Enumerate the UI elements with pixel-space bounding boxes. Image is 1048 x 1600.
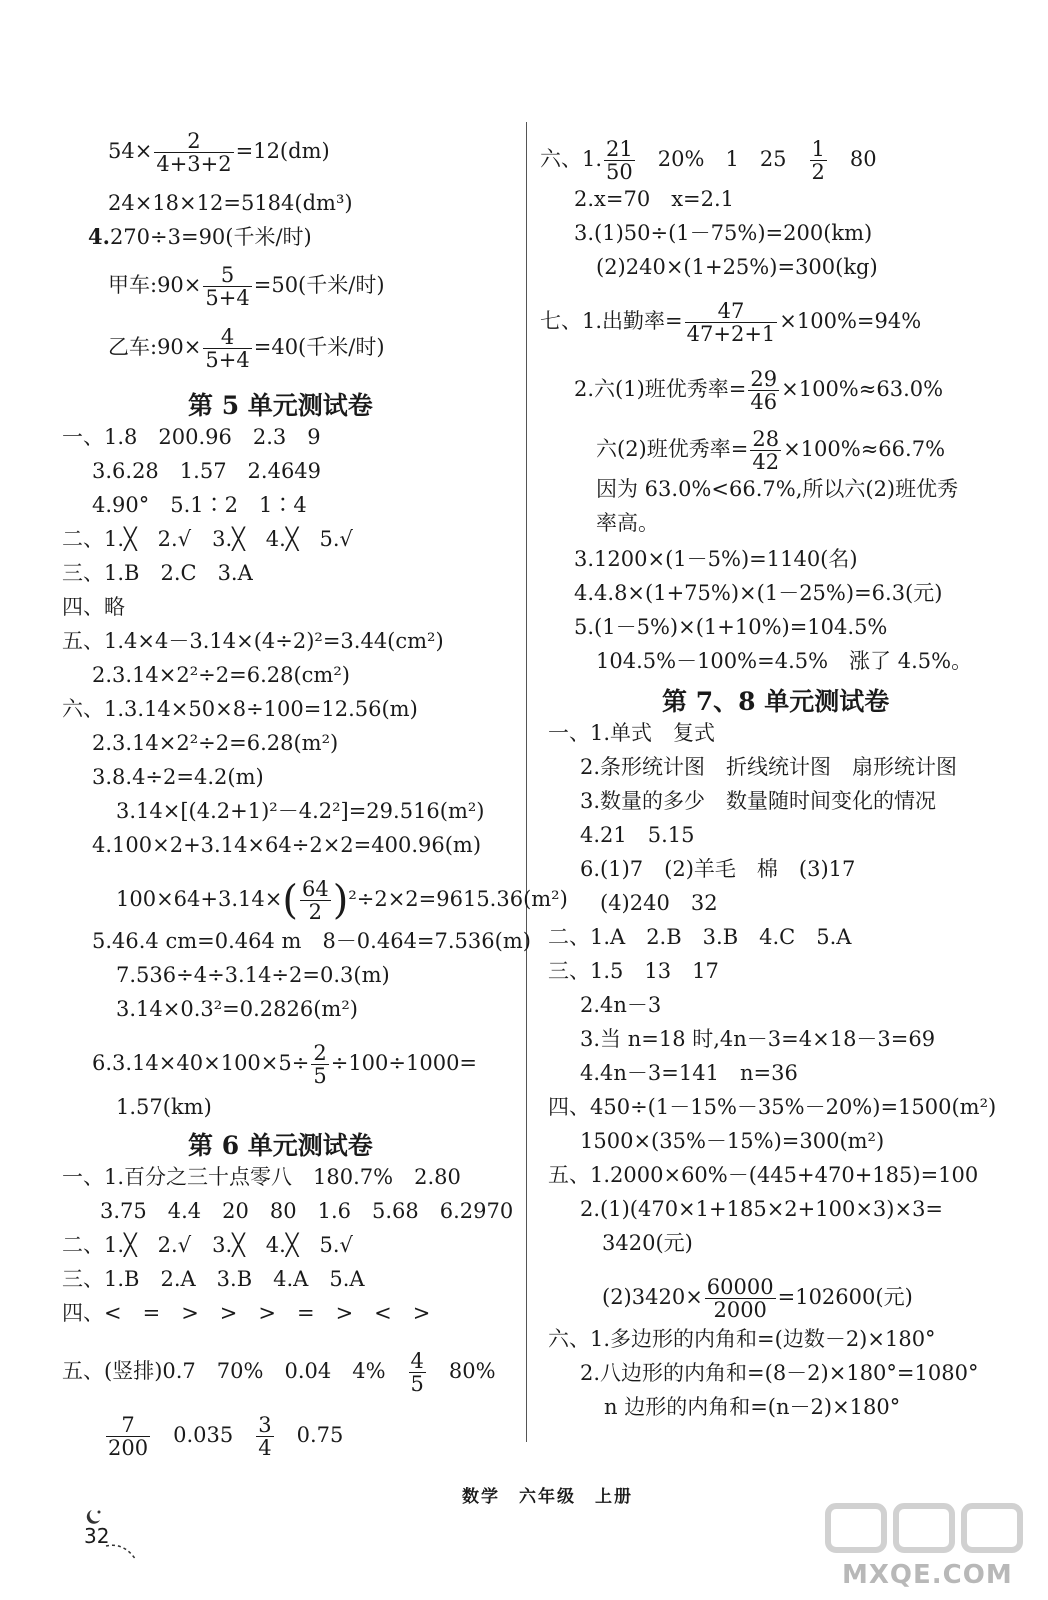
answer-line xyxy=(574,368,943,413)
answer-line xyxy=(88,224,312,250)
denominator: 5+4 xyxy=(205,348,250,372)
text: 0.75 xyxy=(275,1423,344,1447)
denominator: 50 xyxy=(606,160,633,184)
answer-line: 3.数量的多少 数量随时间变化的情况 xyxy=(580,789,937,813)
text: 五、(竖排)0.7 70% 0.04 4% xyxy=(62,1359,407,1383)
answer-line xyxy=(540,138,877,183)
fraction xyxy=(300,878,331,923)
answer-line xyxy=(108,264,385,309)
answer-line: 3.当 n=18 时,4n－3=4×18－3=69 xyxy=(580,1027,936,1051)
text: =40(千米/时) xyxy=(253,335,385,359)
answer-line: 104.5%－100%=4.5% 涨了 4.5%。 xyxy=(596,649,973,673)
answer-line xyxy=(116,878,568,923)
text: 80 xyxy=(828,147,877,171)
answer-line: 4.90° 5.1∶2 1∶4 xyxy=(92,493,307,517)
answer-line: 3.6.28 1.57 2.4649 xyxy=(92,459,322,483)
section-heading-unit78: 第 7、8 单元测试卷 xyxy=(662,687,890,716)
answer-line: 2.3.14×2²÷2=6.28(cm²) xyxy=(92,663,350,687)
answer-line: 六、1.3.14×50×8÷100=12.56(m) xyxy=(62,697,418,721)
answer-line: 四、略 xyxy=(62,595,125,619)
answer-line: 一、1.8 200.96 2.3 9 xyxy=(62,425,321,449)
denominator: 2000 xyxy=(705,1298,776,1321)
answer-line: 3420(元) xyxy=(602,1231,693,1255)
numerator: 4 xyxy=(410,1349,424,1373)
answer-line: 4.100×2+3.14×64÷2×2=400.96(m) xyxy=(92,833,482,857)
fraction xyxy=(750,428,781,473)
dashed-swoosh-icon xyxy=(104,1536,140,1564)
paren: ( xyxy=(282,877,298,924)
text: 0.035 xyxy=(152,1423,255,1447)
numerator: 28 xyxy=(752,427,780,451)
answer-line xyxy=(92,1042,477,1087)
numerator: 29 xyxy=(750,367,778,391)
answer-line: 三、1.B 2.C 3.A xyxy=(62,561,253,585)
denominator: 46 xyxy=(750,390,778,414)
fraction xyxy=(604,138,635,183)
answer-line: 3.14×[(4.2+1)²－4.2²]=29.516(m²) xyxy=(116,799,485,823)
column-divider xyxy=(526,122,527,1442)
answer-line: 五、1.2000×60%－(445+470+185)=100 xyxy=(548,1163,979,1187)
answer-line: 四、< = > > > = > < > xyxy=(62,1301,431,1325)
answer-line xyxy=(62,1350,496,1395)
fraction xyxy=(203,326,251,371)
numerator: 60000 xyxy=(706,1275,774,1299)
denominator: 5 xyxy=(410,1372,424,1396)
text: 54× xyxy=(108,139,153,163)
denominator: 200 xyxy=(108,1436,149,1460)
numerator: 5 xyxy=(220,263,235,287)
answer-line: 4.4n－3=141 n=36 xyxy=(580,1061,798,1085)
answer-line: 三、1.5 13 17 xyxy=(548,959,719,983)
text: 20% 1 25 xyxy=(636,147,808,171)
denominator: 2 xyxy=(811,160,825,184)
fraction xyxy=(685,300,778,345)
answer-line: 4.21 5.15 xyxy=(580,823,695,847)
answer-line: 2.3.14×2²÷2=6.28(m²) xyxy=(92,731,339,755)
paren: ) xyxy=(332,877,349,924)
answer-line: 3.(1)50÷(1－75%)=200(km) xyxy=(574,221,873,245)
fraction xyxy=(106,1414,150,1459)
text: 六(2)班优秀率= xyxy=(596,437,749,461)
answer-line xyxy=(104,1414,343,1459)
denominator: 4 xyxy=(258,1436,272,1460)
answer-line: 率高。 xyxy=(596,511,659,535)
text: 2.六(1)班优秀率= xyxy=(574,377,747,401)
denominator: 5+4 xyxy=(205,286,250,310)
text: =102600(元) xyxy=(777,1285,913,1309)
numerator: 2 xyxy=(313,1041,327,1065)
fraction xyxy=(203,264,251,309)
answer-line: 3.8.4÷2=4.2(m) xyxy=(92,765,264,789)
denominator: 4+3+2 xyxy=(156,152,232,176)
answer-line: 因为 63.0%<66.7%,所以六(2)班优秀 xyxy=(596,477,959,501)
text: =12(dm) xyxy=(235,139,330,163)
fraction xyxy=(748,368,779,413)
text: 乙车:90× xyxy=(108,335,202,359)
answer-line: 3.14×0.3²=0.2826(m²) xyxy=(116,997,358,1021)
text: 100×64+3.14× xyxy=(116,887,283,911)
text: (2)3420× xyxy=(602,1285,703,1309)
text: ×100%≈66.7% xyxy=(783,437,946,461)
text: ÷100÷1000= xyxy=(330,1051,478,1075)
fraction xyxy=(810,138,827,183)
denominator: 2 xyxy=(300,900,331,923)
text: 七、1.出勤率= xyxy=(540,309,683,333)
answer-line: 2.(1)(470×1+185×2+100×3)×3= xyxy=(580,1197,944,1221)
answer-line: (2)240×(1+25%)=300(kg) xyxy=(596,255,878,279)
numerator: 4 xyxy=(220,325,235,349)
text: ×100%≈63.0% xyxy=(781,377,944,401)
answer-line: n 边形的内角和=(n－2)×180° xyxy=(604,1395,901,1419)
answer-line xyxy=(108,326,385,371)
text: ²÷2×2=9615.36(m²) xyxy=(348,887,568,911)
numerator: 3 xyxy=(258,1413,272,1437)
text: 六、1. xyxy=(540,147,603,171)
answer-line: 一、1.单式 复式 xyxy=(548,721,716,745)
answer-line: 1500×(35%－15%)=300(m²) xyxy=(580,1129,885,1153)
answer-line: 二、1.╳ 2.√ 3.╳ 4.╳ 5.√ xyxy=(62,1233,353,1257)
text: 270÷3=90(千米/时) xyxy=(109,225,312,249)
denominator: 42 xyxy=(752,450,780,474)
text: =50(千米/时) xyxy=(253,273,385,297)
answer-line: 3.75 4.4 20 80 1.6 5.68 6.2970 xyxy=(100,1199,514,1223)
answer-line: 三、1.B 2.A 3.B 4.A 5.A xyxy=(62,1267,365,1291)
text: 甲车:90× xyxy=(108,273,202,297)
numerator: 7 xyxy=(121,1413,135,1437)
answer-line: 2.条形统计图 折线统计图 扇形统计图 xyxy=(580,755,958,779)
footer-subject: 数学 六年级 上册 xyxy=(462,1487,633,1507)
denominator: 5 xyxy=(313,1064,327,1088)
numerator: 2 xyxy=(187,129,201,153)
answer-line: 二、1.╳ 2.√ 3.╳ 4.╳ 5.√ xyxy=(62,527,353,551)
question-number: 4. xyxy=(88,224,110,249)
numerator: 47 xyxy=(717,299,745,323)
answer-line: 2.八边形的内角和=(8－2)×180°=1080° xyxy=(580,1361,979,1385)
answer-line: 3.1200×(1－5%)=1140(名) xyxy=(574,547,858,571)
moon-logo-icon xyxy=(82,1508,104,1524)
answer-line: 24×18×12=5184(dm³) xyxy=(108,191,353,215)
numerator: 21 xyxy=(606,137,633,161)
page-number: 32 xyxy=(84,1524,110,1548)
fraction xyxy=(154,130,233,175)
answer-line: 2.x=70 x=2.1 xyxy=(574,187,735,211)
answer-line xyxy=(602,1276,913,1321)
answer-line: 1.57(km) xyxy=(116,1095,212,1119)
numerator: 64 xyxy=(301,877,329,901)
answer-line xyxy=(596,428,945,473)
answer-line: 二、1.A 2.B 3.B 4.C 5.A xyxy=(548,925,852,949)
numerator: 1 xyxy=(811,137,825,161)
answer-line: 六、1.多边形的内角和=(边数－2)×180° xyxy=(548,1327,936,1351)
answer-line: 一、1.百分之三十点零八 180.7% 2.80 xyxy=(62,1165,461,1189)
denominator: 47+2+1 xyxy=(686,322,776,346)
answer-line: 4.4.8×(1+75%)×(1－25%)=6.3(元) xyxy=(574,581,943,605)
answer-line xyxy=(108,130,330,175)
text: ×100%=94% xyxy=(779,309,922,333)
answer-line: 五、1.4×4－3.14×(4÷2)²=3.44(cm²) xyxy=(62,629,444,653)
fraction xyxy=(409,1350,426,1395)
answer-line: 四、450÷(1－15%－35%－20%)=1500(m²) xyxy=(548,1095,997,1119)
fraction xyxy=(311,1042,328,1087)
answer-line xyxy=(540,300,921,345)
answer-line: 2.4n－3 xyxy=(580,993,662,1017)
text: 80% xyxy=(427,1359,496,1383)
answer-line: 5.46.4 cm=0.464 m 8－0.464=7.536(m) xyxy=(92,929,531,953)
answer-line: (4)240 32 xyxy=(600,891,718,915)
section-heading-unit6: 第 6 单元测试卷 xyxy=(188,1131,373,1160)
answer-line: 6.(1)7 (2)羊毛 棉 (3)17 xyxy=(580,857,856,881)
answer-line: 7.536÷4÷3.14÷2=0.3(m) xyxy=(116,963,390,987)
text: 6.3.14×40×100×5÷ xyxy=(92,1051,310,1075)
fraction xyxy=(705,1276,776,1321)
section-heading-unit5: 第 5 单元测试卷 xyxy=(188,391,373,420)
fraction xyxy=(256,1414,273,1459)
answer-line: 5.(1－5%)×(1+10%)=104.5% xyxy=(574,615,888,639)
watermark-text: MXQE.COM xyxy=(842,1560,1013,1590)
